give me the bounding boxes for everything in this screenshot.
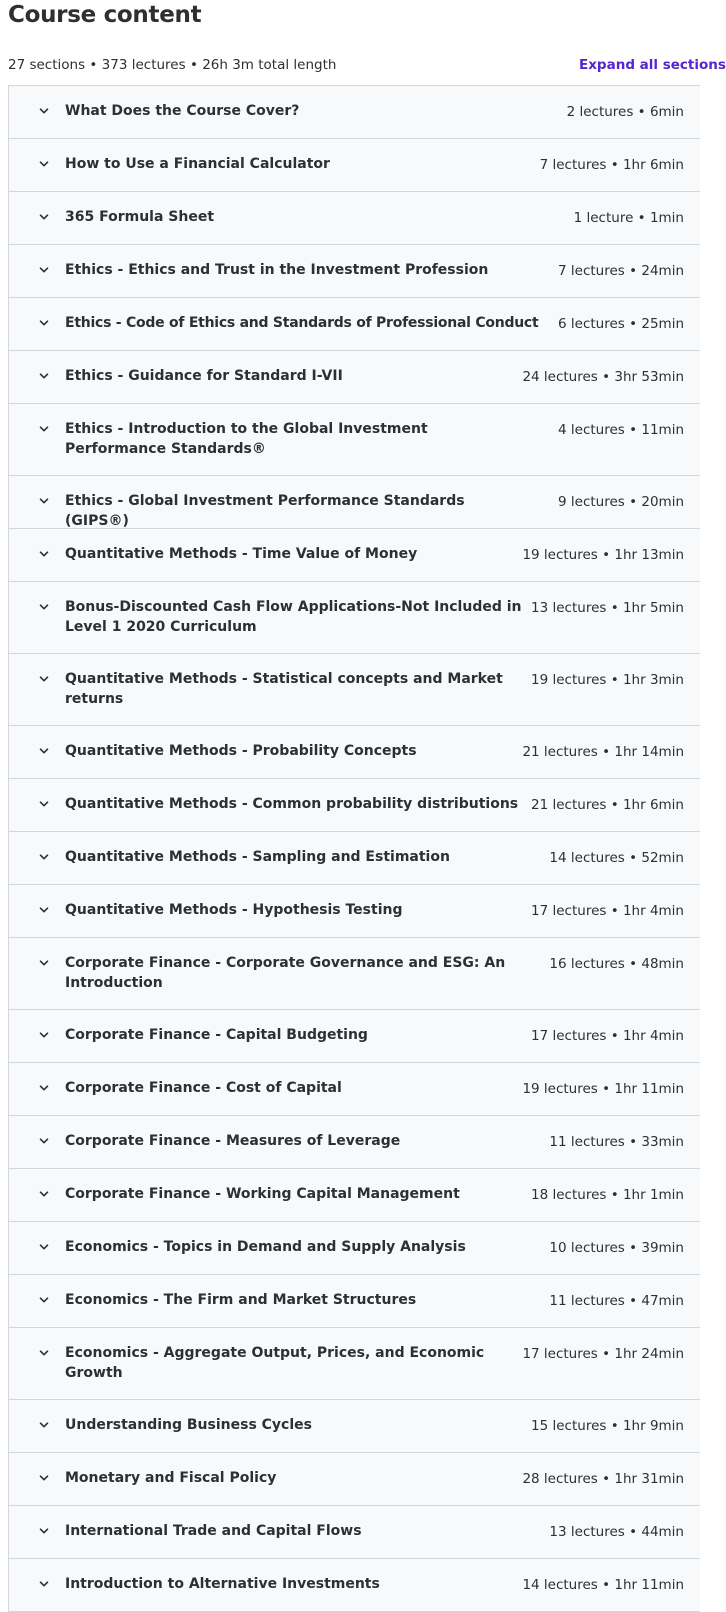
section-meta: 24 lectures • 3hr 53min <box>522 369 684 385</box>
section-meta: 13 lectures • 1hr 5min <box>531 600 684 616</box>
section-row[interactable] <box>9 1169 700 1222</box>
section-row[interactable] <box>9 1063 700 1116</box>
section-row[interactable] <box>9 1559 700 1612</box>
course-summary: 27 sections • 373 lectures • 26h 3m total length <box>8 57 337 73</box>
section-row[interactable] <box>9 404 700 476</box>
section-meta: 11 lectures • 33min <box>549 1134 684 1150</box>
chevron-down-icon <box>37 547 51 561</box>
section-row[interactable] <box>9 582 700 654</box>
section-title: Ethics - Ethics and Trust in the Investment Profession <box>65 262 489 278</box>
section-title: Corporate Finance - Corporate Governance and ESG: An Introduction <box>65 955 506 991</box>
chevron-down-icon <box>37 1293 51 1307</box>
section-row[interactable] <box>9 1328 700 1400</box>
section-meta: 14 lectures • 1hr 11min <box>522 1577 684 1593</box>
chevron-down-icon <box>37 672 51 686</box>
chevron-down-icon <box>37 600 51 614</box>
section-row[interactable] <box>9 351 700 404</box>
section-meta: 11 lectures • 47min <box>549 1293 684 1309</box>
section-row[interactable] <box>9 476 700 529</box>
section-meta: 13 lectures • 44min <box>549 1524 684 1540</box>
section-title: International Trade and Capital Flows <box>65 1523 362 1539</box>
section-row[interactable] <box>9 1116 700 1169</box>
section-row[interactable] <box>9 245 700 298</box>
section-title: Quantitative Methods - Common probability distributions <box>65 796 519 812</box>
chevron-down-icon <box>37 1240 51 1254</box>
section-title: Ethics - Code of Ethics and Standards of Professional Conduct <box>65 315 539 331</box>
section-row[interactable] <box>9 779 700 832</box>
section-row[interactable] <box>9 529 700 582</box>
chevron-down-icon <box>37 797 51 811</box>
section-title: Corporate Finance - Measures of Leverage <box>65 1133 401 1149</box>
section-title: 365 Formula Sheet <box>65 209 215 225</box>
section-title: Economics - Aggregate Output, Prices, and Economic Growth <box>65 1345 485 1381</box>
section-meta: 15 lectures • 1hr 9min <box>531 1418 684 1434</box>
section-meta: 6 lectures • 25min <box>558 316 684 332</box>
section-title: Corporate Finance - Capital Budgeting <box>65 1027 368 1043</box>
section-meta: 1 lecture • 1min <box>573 210 684 226</box>
chevron-down-icon <box>37 1187 51 1201</box>
section-meta: 17 lectures • 1hr 4min <box>531 1028 684 1044</box>
section-title: Corporate Finance - Working Capital Management <box>65 1186 460 1202</box>
chevron-down-icon <box>37 263 51 277</box>
section-row[interactable] <box>9 832 700 885</box>
chevron-down-icon <box>37 850 51 864</box>
section-meta: 21 lectures • 1hr 14min <box>522 744 684 760</box>
section-title: Ethics - Guidance for Standard I-VII <box>65 368 343 384</box>
section-title: Economics - The Firm and Market Structures <box>65 1292 417 1308</box>
section-title: Monetary and Fiscal Policy <box>65 1470 277 1486</box>
section-row[interactable] <box>9 298 700 351</box>
section-title: Ethics - Introduction to the Global Investment Performance Standards® <box>65 421 428 457</box>
section-title: Introduction to Alternative Investments <box>65 1576 380 1592</box>
course-content-title: Course content <box>8 2 202 28</box>
chevron-down-icon <box>37 369 51 383</box>
section-title: How to Use a Financial Calculator <box>65 156 330 172</box>
section-title: Corporate Finance - Cost of Capital <box>65 1080 342 1096</box>
section-title: Quantitative Methods - Probability Concepts <box>65 743 417 759</box>
section-meta: 7 lectures • 24min <box>558 263 684 279</box>
section-row[interactable] <box>9 1010 700 1063</box>
chevron-down-icon <box>37 1524 51 1538</box>
section-meta: 14 lectures • 52min <box>549 850 684 866</box>
section-title: Quantitative Methods - Hypothesis Testing <box>65 902 403 918</box>
section-row[interactable] <box>9 726 700 779</box>
section-meta: 2 lectures • 6min <box>566 104 684 120</box>
chevron-down-icon <box>37 104 51 118</box>
chevron-down-icon <box>37 1577 51 1591</box>
chevron-down-icon <box>37 1081 51 1095</box>
section-row[interactable] <box>9 885 700 938</box>
section-title: Ethics - Global Investment Performance Standards (GIPS®) <box>65 493 465 529</box>
section-title: Quantitative Methods - Time Value of Money <box>65 546 418 562</box>
section-meta: 16 lectures • 48min <box>549 956 684 972</box>
section-row[interactable] <box>9 1222 700 1275</box>
section-title: Quantitative Methods - Sampling and Estimation <box>65 849 450 865</box>
chevron-down-icon <box>37 1471 51 1485</box>
section-meta: 9 lectures • 20min <box>558 494 684 510</box>
section-row[interactable] <box>9 654 700 726</box>
section-row[interactable] <box>9 1400 700 1453</box>
chevron-down-icon <box>37 956 51 970</box>
chevron-down-icon <box>37 1346 51 1360</box>
chevron-down-icon <box>37 316 51 330</box>
section-meta: 28 lectures • 1hr 31min <box>522 1471 684 1487</box>
section-meta: 21 lectures • 1hr 6min <box>531 797 684 813</box>
section-row[interactable] <box>9 86 700 139</box>
section-title: Quantitative Methods - Statistical concepts and Market returns <box>65 671 503 707</box>
section-meta: 19 lectures • 1hr 13min <box>522 547 684 563</box>
section-meta: 18 lectures • 1hr 1min <box>531 1187 684 1203</box>
section-title: Bonus-Discounted Cash Flow Applications-Not Included in Level 1 2020 Curriculum <box>65 599 522 635</box>
section-meta: 7 lectures • 1hr 6min <box>539 157 684 173</box>
section-title: What Does the Course Cover? <box>65 103 300 119</box>
section-title: Understanding Business Cycles <box>65 1417 312 1433</box>
section-meta: 19 lectures • 1hr 11min <box>522 1081 684 1097</box>
section-list <box>8 85 700 1612</box>
section-row[interactable] <box>9 938 700 1010</box>
section-meta: 17 lectures • 1hr 4min <box>531 903 684 919</box>
chevron-down-icon <box>37 744 51 758</box>
section-meta: 10 lectures • 39min <box>549 1240 684 1256</box>
section-row[interactable] <box>9 192 700 245</box>
section-title: Economics - Topics in Demand and Supply Analysis <box>65 1239 466 1255</box>
chevron-down-icon <box>37 1134 51 1148</box>
section-row[interactable] <box>9 1506 700 1559</box>
chevron-down-icon <box>37 422 51 436</box>
chevron-down-icon <box>37 1418 51 1432</box>
chevron-down-icon <box>37 494 51 508</box>
section-meta: 17 lectures • 1hr 24min <box>522 1346 684 1362</box>
chevron-down-icon <box>37 157 51 171</box>
chevron-down-icon <box>37 903 51 917</box>
section-row[interactable] <box>9 139 700 192</box>
chevron-down-icon <box>37 1028 51 1042</box>
section-meta: 4 lectures • 11min <box>558 422 684 438</box>
section-row[interactable] <box>9 1453 700 1506</box>
section-row[interactable] <box>9 1275 700 1328</box>
section-meta: 19 lectures • 1hr 3min <box>531 672 684 688</box>
expand-all-sections-button[interactable]: Expand all sections <box>579 57 726 73</box>
chevron-down-icon <box>37 210 51 224</box>
